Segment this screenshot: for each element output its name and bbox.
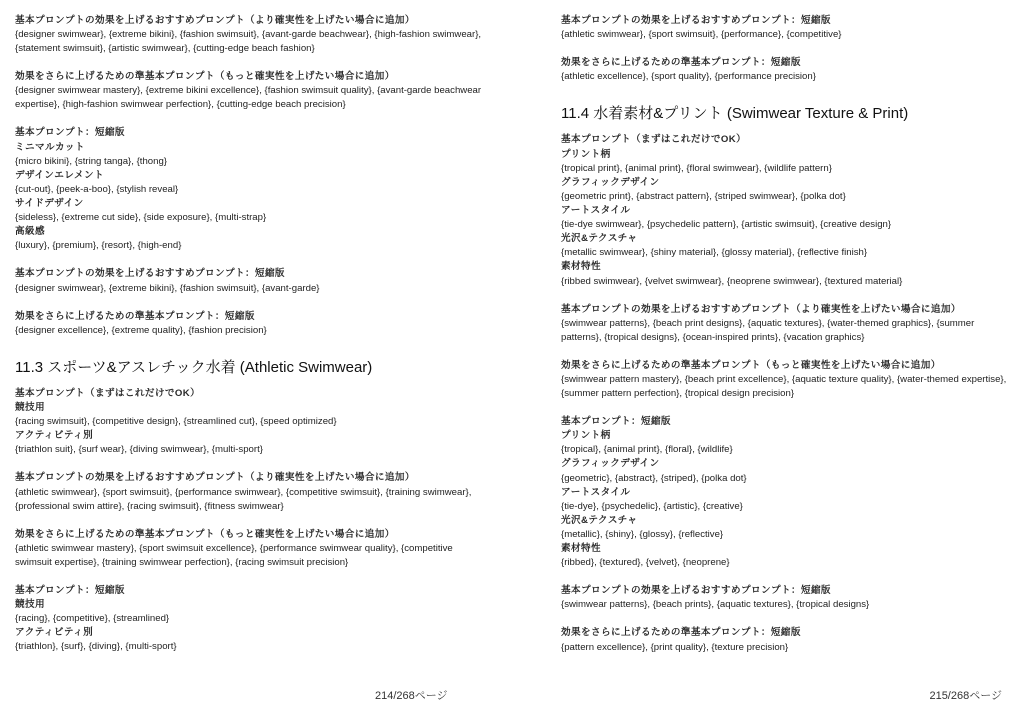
keyword-list: {triathlon suit}, {surf wear}, {diving swimwear}, {multi-sport} [15, 444, 263, 456]
group-label: 競技用 [15, 402, 45, 414]
keyword-list: {ribbed swimwear}, {velvet swimwear}, {neoprene swimwear}, {textured material} [561, 275, 903, 287]
keyword-list: {triathlon}, {surf}, {diving}, {multi-sport} [15, 641, 177, 653]
page-215 [512, 0, 1024, 712]
group-label: ミニマルカット [15, 141, 85, 153]
block-heading: 効果をさらに上げるための準基本プロンプト（もっと確実性を上げたい場合に追加） [15, 71, 395, 83]
keyword-list: {metallic swimwear}, {shiny material}, {glossy material}, {reflective finish} [561, 247, 868, 259]
group-label: プリント柄 [561, 430, 611, 442]
keyword-list: {racing}, {competitive}, {streamlined} [15, 613, 170, 625]
prompt-block [561, 133, 1011, 288]
block-heading: 基本プロンプトの効果を上げるおすすめプロンプト：短縮版 [561, 15, 831, 26]
group-label: グラフィックデザイン [561, 176, 660, 188]
keyword-list: {designer swimwear}, {extreme bikini}, {fashion swimsuit}, {avant-garde} [15, 282, 320, 294]
keyword-list: {athletic swimwear mastery}, {sport swimsuit excellence}, {performance swimwear quality}, {competitive swimsuit expertise}, {training swimwear perfection}, {racing swimsuit precision} [15, 542, 453, 568]
group-label: グラフィックデザイン [561, 458, 660, 470]
group-label: アートスタイル [561, 205, 631, 217]
keyword-list: {micro bikini}, {string tanga}, {thong} [15, 155, 168, 167]
keyword-list: {designer swimwear mastery}, {extreme bikini excellence}, {fashion swimsuit quality}, {avant-garde beachwear expertise}, {high-fashion swimwear perfection}, {cutting-edge beach precision} [15, 85, 482, 111]
keyword-list: {luxury}, {premium}, {resort}, {high-end} [15, 240, 182, 252]
prompt-block [15, 387, 485, 458]
keyword-list: {designer swimwear}, {extreme bikini}, {fashion swimsuit}, {avant-garde beachwear}, {high-fashion swimwear}, {statement swimsuit}, {artistic swimwear}, {cutting-edge beach fashion} [15, 29, 482, 55]
prompt-block [561, 626, 1011, 654]
group-label: アクティビティ別 [15, 430, 94, 442]
block-heading: 基本プロンプト：短縮版 [15, 127, 125, 139]
group-label: 光沢&テクスチャ [561, 514, 638, 526]
keyword-list: {geometric}, {abstract}, {striped}, {polka dot} [561, 472, 747, 484]
block-heading: 効果をさらに上げるための準基本プロンプト（もっと確実性を上げたい場合に追加） [15, 528, 395, 540]
group-label: アクティビティ別 [15, 627, 94, 639]
keyword-list: {swimwear pattern mastery}, {beach print excellence}, {aquatic texture quality}, {water-themed expertise}, {summer pattern perfection}, {tropical design precision} [561, 374, 1007, 400]
prompt-block [15, 126, 485, 253]
group-label: サイドデザイン [15, 198, 84, 210]
block-heading: 効果をさらに上げるための準基本プロンプト（もっと確実性を上げたい場合に追加） [561, 359, 941, 371]
keyword-list: {tropical}, {animal print}, {floral}, {wildlife} [561, 444, 733, 456]
section-title: 11.4 水着素材&プリント (Swimwear Texture & Print) [561, 105, 909, 123]
page-number: 214/268ページ [375, 690, 448, 702]
prompt-block [15, 471, 485, 513]
keyword-list: {athletic swimwear}, {sport swimsuit}, {performance}, {competitive} [561, 29, 842, 41]
block-heading: 基本プロンプト：短縮版 [15, 584, 125, 596]
page-content [15, 14, 485, 668]
prompt-block [15, 14, 485, 56]
group-label: 素材特性 [561, 543, 601, 555]
keyword-list: {swimwear patterns}, {beach prints}, {aquatic textures}, {tropical designs} [561, 599, 870, 611]
keyword-list: {cut-out}, {peek-a-boo}, {stylish reveal} [15, 184, 179, 196]
prompt-block [15, 310, 485, 338]
block-heading: 効果をさらに上げるための準基本プロンプト：短縮版 [561, 57, 801, 69]
prompt-block [15, 528, 485, 570]
group-label: 高級感 [15, 226, 45, 238]
keyword-list: {ribbed}, {textured}, {velvet}, {neoprene} [561, 557, 730, 569]
keyword-list: {designer excellence}, {extreme quality}, {fashion precision} [15, 324, 267, 336]
keyword-list: {metallic}, {shiny}, {glossy}, {reflective} [561, 529, 724, 541]
prompt-block [15, 267, 485, 295]
section-title: 11.3 スポーツ&アスレチック水着 (Athletic Swimwear) [15, 358, 373, 376]
block-heading: 基本プロンプト（まずはこれだけでOK） [561, 134, 747, 146]
block-heading: 効果をさらに上げるための準基本プロンプト：短縮版 [15, 310, 255, 322]
keyword-list: {athletic swimwear}, {sport swimsuit}, {performance swimwear}, {competitive swimsuit}, {training swimwear}, {professional swim attire}, {racing swimsuit}, {fitness swimwear} [15, 486, 472, 512]
prompt-block [15, 70, 485, 112]
prompt-block [561, 14, 1011, 42]
keyword-list: {tie-dye}, {psychedelic}, {artistic}, {creative} [561, 500, 743, 512]
block-heading: 基本プロンプトの効果を上げるおすすめプロンプト：短縮版 [561, 585, 831, 597]
prompt-block [561, 303, 1011, 345]
prompt-block [15, 584, 485, 655]
keyword-list: {sideless}, {extreme cut side}, {side exposure}, {multi-strap} [15, 212, 267, 224]
group-label: 競技用 [15, 599, 45, 611]
page-number: 215/268ページ [929, 690, 1002, 702]
block-heading: 基本プロンプトの効果を上げるおすすめプロンプト（より確実性を上げたい場合に追加） [15, 15, 415, 26]
prompt-block [561, 56, 1011, 84]
prompt-block [561, 584, 1011, 612]
group-label: アートスタイル [561, 486, 631, 498]
prompt-block [561, 359, 1011, 401]
keyword-list: {swimwear patterns}, {beach print designs}, {aquatic textures}, {water-themed graphics}, {summer patterns}, {tropical designs}, {ocean-inspired prints}, {vacation graphics} [561, 317, 975, 343]
keyword-list: {tropical print}, {animal print}, {floral swimwear}, {wildlife pattern} [561, 162, 832, 174]
block-heading: 基本プロンプトの効果を上げるおすすめプロンプト（より確実性を上げたい場合に追加） [15, 472, 415, 484]
keyword-list: {geometric print}, {abstract pattern}, {striped swimwear}, {polka dot} [561, 191, 846, 203]
page-content [561, 14, 1011, 669]
block-heading: 基本プロンプト：短縮版 [561, 416, 671, 428]
group-label: プリント柄 [561, 148, 611, 160]
prompt-block [561, 415, 1011, 570]
block-heading: 基本プロンプトの効果を上げるおすすめプロンプト（より確実性を上げたい場合に追加） [561, 303, 961, 315]
keyword-list: {racing swimsuit}, {competitive design}, {streamlined cut}, {speed optimized} [15, 416, 337, 428]
keyword-list: {pattern excellence}, {print quality}, {texture precision} [561, 641, 789, 653]
block-heading: 基本プロンプト（まずはこれだけでOK） [15, 387, 201, 399]
keyword-list: {tie-dye swimwear}, {psychedelic pattern}, {artistic swimsuit}, {creative design} [561, 219, 892, 231]
block-heading: 効果をさらに上げるための準基本プロンプト：短縮版 [561, 627, 801, 639]
block-heading: 基本プロンプトの効果を上げるおすすめプロンプト：短縮版 [15, 268, 285, 280]
group-label: 光沢&テクスチャ [561, 233, 638, 245]
keyword-list: {athletic excellence}, {sport quality}, {performance precision} [561, 71, 816, 83]
group-label: 素材特性 [561, 261, 601, 273]
group-label: デザインエレメント [15, 169, 104, 181]
